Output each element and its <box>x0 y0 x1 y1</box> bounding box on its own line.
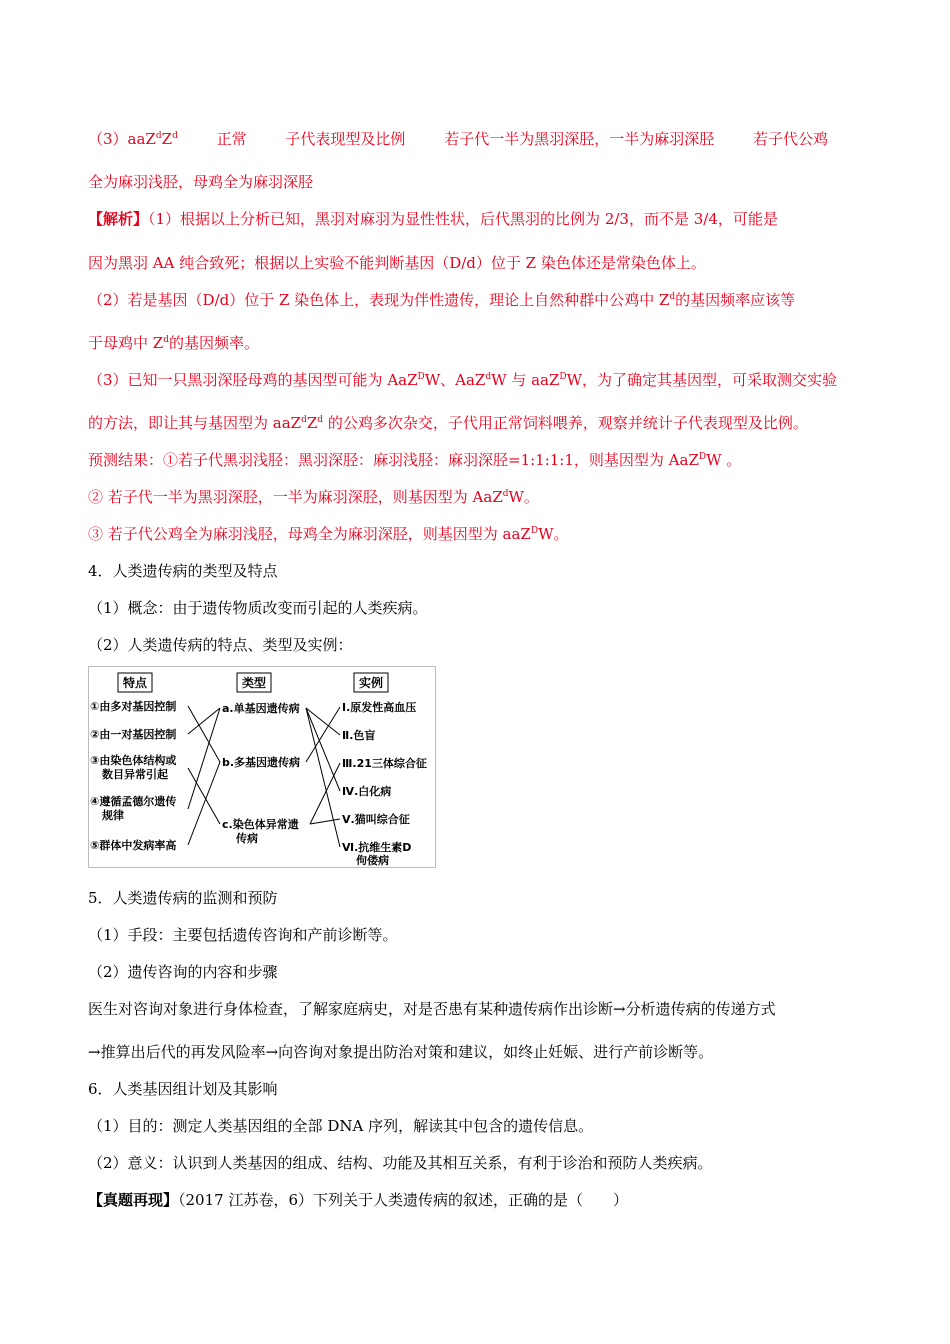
analysis-line-5: （3）已知一只黑羽深胫母鸡的基因型可能为 AaZ$^D$W、AaZ$^d$W 与 aaZ$^D$W，为了确定其基因型，可采取测交实验 <box>88 371 838 389</box>
type-c-cont: 传病 <box>236 832 258 845</box>
significance-line: （2）意义：认识到人类基因的组成、结构、功能及其相互关系，有利于诊治和预防人类疾病。 <box>88 1154 713 1172</box>
analysis-line-8: ② 若子代一半为黑羽深胫，一半为麻羽深胫，则基因型为 AaZ$^d$W。 <box>88 488 539 506</box>
example-5: Ⅴ.猫叫综合征 <box>342 813 410 826</box>
analysis-line-6: 的方法，即让其与基因型为 $aaZ^dZ^d$ 的公鸡多次杂交，子代用正常饲料喂养，观察并统计子代表现型及比例。 <box>88 414 808 432</box>
counsel-steps-line-2: →推算出后代的再发风险率→向咨询对象提出防治对策和建议，如终止妊娠、进行产前诊断等。 <box>88 1043 714 1061</box>
feature-3: ③由染色体结构或 <box>90 754 177 767</box>
type-c: c.染色体异常遗 <box>222 818 299 831</box>
genetic-disease-diagram <box>88 666 436 868</box>
analysis-tag: 【解析】 <box>88 210 149 228</box>
analysis-line-3: （2）若是基因（D/d）位于 Z 染色体上，表现为伴性遗传，理论上自然种群中公鸡中 $Z^d$的基因频率应该等 <box>88 291 796 309</box>
concept-line: （1）概念：由于遗传物质改变而引起的人类疾病。 <box>88 599 428 617</box>
section-6-title: 6．人类基因组计划及其影响 <box>88 1080 278 1098</box>
feature-4: ④遵循孟德尔遗传 <box>90 795 177 808</box>
feature-4-cont: 规律 <box>102 809 124 822</box>
type-a: a.单基因遗传病 <box>222 702 300 715</box>
features-intro-line: （2）人类遗传病的特点、类型及实例： <box>88 636 353 654</box>
means-line: （1）手段：主要包括遗传咨询和产前诊断等。 <box>88 926 398 944</box>
counsel-title-line: （2）遗传咨询的内容和步骤 <box>88 963 278 981</box>
example-1: Ⅰ.原发性高血压 <box>342 701 417 714</box>
header-examples: 实例 <box>358 676 384 690</box>
section-4-title: 4．人类遗传病的类型及特点 <box>88 562 278 580</box>
answer-line-2: 全为麻羽浅胫，母鸡全为麻羽深胫 <box>88 173 314 191</box>
analysis-line-7: 预测结果：①若子代黑羽浅胫：黑羽深胫：麻羽浅胫：麻羽深胫=1:1:1:1，则基因型为 AaZ$^D$W 。 <box>88 451 742 469</box>
example-6-cont: 佝偻病 <box>356 854 389 867</box>
exam-tag: 【真题再现】 <box>88 1191 179 1209</box>
counsel-steps-line-1: 医生对咨询对象进行身体检查，了解家庭病史，对是否患有某种遗传病作出诊断→分析遗传病的传递方式 <box>88 1000 776 1018</box>
example-6: Ⅵ.抗维生素D <box>342 841 412 854</box>
analysis-line-1: 【解析】（1）根据以上分析已知，黑羽对麻羽为显性性状，后代黑羽的比例为 2/3，而不是 3/4，可能是 <box>88 210 778 228</box>
example-3: Ⅲ.21三体综合征 <box>342 757 427 770</box>
analysis-line-9: ③ 若子代公鸡全为麻羽浅胫，母鸡全为麻羽深胫，则基因型为 aaZ$^D$W。 <box>88 525 569 543</box>
feature-1: ①由多对基因控制 <box>90 700 177 713</box>
header-types: 类型 <box>241 676 267 690</box>
feature-2: ②由一对基因控制 <box>90 728 177 741</box>
feature-3-cont: 数目异常引起 <box>102 768 168 781</box>
type-b: b.多基因遗传病 <box>222 756 301 769</box>
header-features: 特点 <box>122 676 148 690</box>
example-4: Ⅳ.白化病 <box>342 785 392 798</box>
analysis-line-2: 因为黑羽 AA 纯合致死；根据以上实验不能判断基因（D/d）位于 Z 染色体还是常染色体上。 <box>88 254 706 272</box>
section-5-title: 5．人类遗传病的监测和预防 <box>88 889 278 907</box>
analysis-line-4: 于母鸡中 $Z^d$的基因频率。 <box>88 334 259 352</box>
example-2: Ⅱ.色盲 <box>342 729 376 742</box>
exam-question-line: 【真题再现】（2017 江苏卷，6）下列关于人类遗传病的叙述，正确的是（ ） <box>88 1191 629 1209</box>
answer-line-1: $(3)aaZ^dZ^d$ 正常 子代表现型及比例 若子代一半为黑羽深胫，一半为麻羽深胫 若子代公鸡 <box>88 130 829 148</box>
feature-5: ⑤群体中发病率高 <box>90 839 177 852</box>
purpose-line: （1）目的：测定人类基因组的全部 DNA 序列，解读其中包含的遗传信息。 <box>88 1117 594 1135</box>
